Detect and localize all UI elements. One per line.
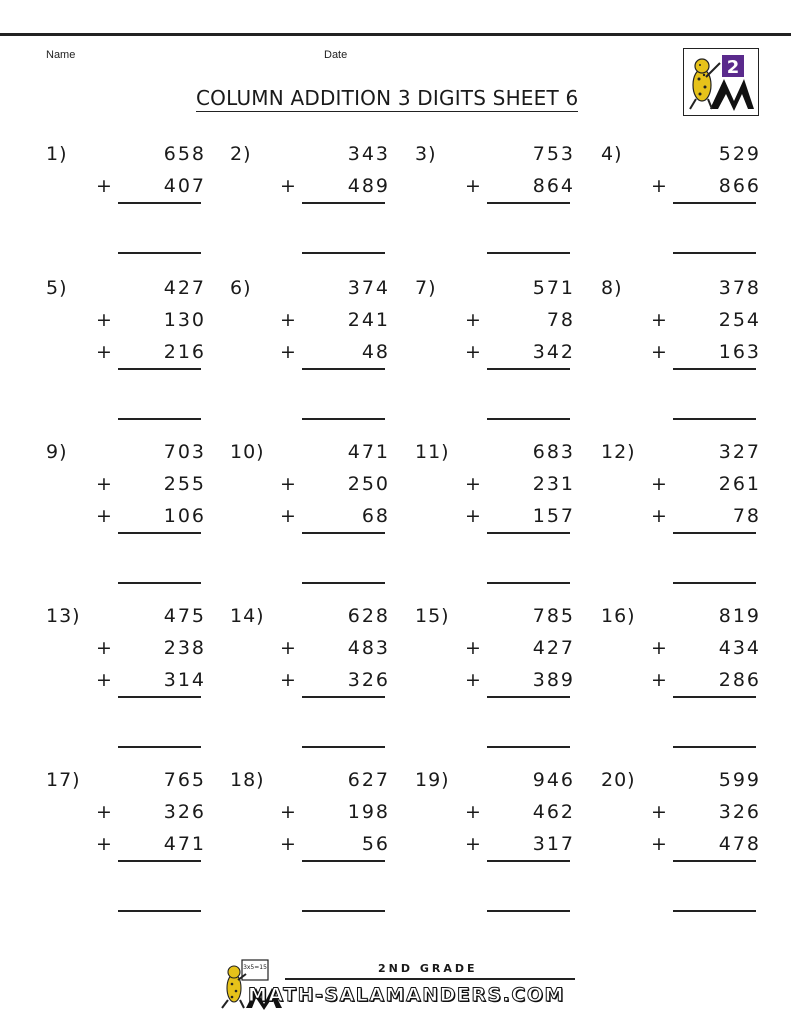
addend: 819 — [718, 605, 761, 627]
addend: 658 — [163, 143, 206, 165]
addend-row — [46, 505, 226, 531]
plus-sign: + — [280, 833, 298, 855]
addend-row — [230, 441, 410, 467]
problem-number: 5) — [46, 277, 68, 299]
sum-line — [118, 860, 201, 862]
sum-line — [302, 368, 385, 370]
addend: 250 — [347, 473, 390, 495]
addend-row — [46, 801, 226, 827]
addend: 326 — [718, 801, 761, 823]
addend-row — [601, 441, 781, 467]
addend: 314 — [163, 669, 206, 691]
addend-row — [415, 637, 595, 663]
problem — [46, 277, 226, 387]
sum-line — [673, 368, 756, 370]
answer-line[interactable] — [302, 418, 385, 420]
problem — [415, 769, 595, 879]
addend-row — [46, 605, 226, 631]
problem — [230, 441, 410, 551]
plus-sign: + — [465, 505, 483, 527]
addend-row — [601, 277, 781, 303]
addend-row — [601, 309, 781, 335]
addend: 389 — [532, 669, 575, 691]
addend: 254 — [718, 309, 761, 331]
plus-sign: + — [280, 505, 298, 527]
problem — [601, 769, 781, 879]
answer-line[interactable] — [118, 252, 201, 254]
plus-sign: + — [465, 669, 483, 691]
addend: 785 — [532, 605, 575, 627]
problem-number: 20) — [601, 769, 636, 791]
problem-number: 13) — [46, 605, 81, 627]
addend: 529 — [718, 143, 761, 165]
addend: 261 — [718, 473, 761, 495]
answer-line[interactable] — [302, 252, 385, 254]
addend: 765 — [163, 769, 206, 791]
plus-sign: + — [465, 637, 483, 659]
addend-row — [230, 833, 410, 859]
answer-line[interactable] — [673, 910, 756, 912]
plus-sign: + — [465, 175, 483, 197]
addend: 478 — [718, 833, 761, 855]
answer-line[interactable] — [118, 582, 201, 584]
addend-row — [601, 801, 781, 827]
plus-sign: + — [651, 833, 669, 855]
addend: 198 — [347, 801, 390, 823]
sum-line — [487, 532, 570, 534]
addend-row — [415, 473, 595, 499]
addend-row — [415, 143, 595, 169]
answer-line[interactable] — [673, 746, 756, 748]
addend: 407 — [163, 175, 206, 197]
addend-row — [230, 637, 410, 663]
sum-line — [673, 202, 756, 204]
problem — [230, 143, 410, 253]
footer-site-name: MATH-SALAMANDERS.COM — [248, 984, 565, 1006]
footer-grade: 2ND GRADE — [378, 962, 478, 975]
sum-line — [118, 696, 201, 698]
addend: 483 — [347, 637, 390, 659]
addend: 216 — [163, 341, 206, 363]
addend-row — [601, 605, 781, 631]
problem-number: 18) — [230, 769, 265, 791]
problem — [230, 277, 410, 387]
problem-number: 11) — [415, 441, 450, 463]
plus-sign: + — [651, 801, 669, 823]
addend: 327 — [718, 441, 761, 463]
addend: 48 — [361, 341, 390, 363]
problem-number: 12) — [601, 441, 636, 463]
addend-row — [601, 769, 781, 795]
answer-line[interactable] — [673, 418, 756, 420]
plus-sign: + — [96, 669, 114, 691]
addend-row — [601, 341, 781, 367]
addend: 326 — [163, 801, 206, 823]
answer-line[interactable] — [673, 252, 756, 254]
plus-sign: + — [465, 341, 483, 363]
addend-row — [601, 175, 781, 201]
plus-sign: + — [465, 833, 483, 855]
plus-sign: + — [96, 637, 114, 659]
addend-row — [46, 669, 226, 695]
sum-line — [302, 202, 385, 204]
answer-line[interactable] — [487, 582, 570, 584]
addend: 462 — [532, 801, 575, 823]
problem — [46, 441, 226, 551]
answer-line[interactable] — [302, 746, 385, 748]
addend-row — [230, 769, 410, 795]
addend: 163 — [718, 341, 761, 363]
addend-row — [415, 277, 595, 303]
addend: 866 — [718, 175, 761, 197]
problem — [46, 769, 226, 879]
sum-line — [487, 860, 570, 862]
addend-row — [46, 473, 226, 499]
sum-line — [487, 202, 570, 204]
problem-number: 14) — [230, 605, 265, 627]
addend-row — [415, 605, 595, 631]
addend: 68 — [361, 505, 390, 527]
addend-row — [46, 769, 226, 795]
addend: 427 — [532, 637, 575, 659]
plus-sign: + — [96, 801, 114, 823]
addend-row — [230, 505, 410, 531]
addend: 946 — [532, 769, 575, 791]
name-label: Name — [46, 49, 76, 61]
addend-row — [230, 309, 410, 335]
sum-line — [118, 202, 201, 204]
addend: 317 — [532, 833, 575, 855]
addend: 241 — [347, 309, 390, 331]
addend: 864 — [532, 175, 575, 197]
addend: 475 — [163, 605, 206, 627]
addend-row — [46, 441, 226, 467]
addend-row — [415, 669, 595, 695]
problem — [415, 143, 595, 253]
addend: 56 — [361, 833, 390, 855]
addend: 326 — [347, 669, 390, 691]
plus-sign: + — [280, 801, 298, 823]
addend: 683 — [532, 441, 575, 463]
addend: 342 — [532, 341, 575, 363]
addend: 255 — [163, 473, 206, 495]
answer-line[interactable] — [487, 252, 570, 254]
addend-row — [230, 801, 410, 827]
sum-line — [487, 696, 570, 698]
answer-line[interactable] — [487, 746, 570, 748]
addend: 427 — [163, 277, 206, 299]
addend-row — [230, 277, 410, 303]
sum-line — [673, 696, 756, 698]
addend-row — [230, 605, 410, 631]
plus-sign: + — [96, 341, 114, 363]
plus-sign: + — [651, 473, 669, 495]
addend: 471 — [347, 441, 390, 463]
answer-line[interactable] — [487, 418, 570, 420]
addend-row — [230, 143, 410, 169]
addend: 471 — [163, 833, 206, 855]
problem-number: 17) — [46, 769, 81, 791]
addend: 489 — [347, 175, 390, 197]
plus-sign: + — [651, 505, 669, 527]
sum-line — [302, 696, 385, 698]
problem-number: 1) — [46, 143, 68, 165]
sum-line — [302, 860, 385, 862]
plus-sign: + — [465, 309, 483, 331]
addend-row — [46, 143, 226, 169]
addend: 286 — [718, 669, 761, 691]
addend-row — [230, 669, 410, 695]
addend-row — [46, 341, 226, 367]
addend-row — [601, 505, 781, 531]
addend: 628 — [347, 605, 390, 627]
plus-sign: + — [651, 637, 669, 659]
addend-row — [415, 769, 595, 795]
problem — [46, 143, 226, 253]
addend: 130 — [163, 309, 206, 331]
addend: 703 — [163, 441, 206, 463]
problem-number: 4) — [601, 143, 623, 165]
date-label: Date — [324, 49, 348, 61]
problem — [46, 605, 226, 715]
footer-board-text: 3x5=15 — [243, 964, 267, 971]
salamander-icon — [684, 49, 757, 114]
addend: 157 — [532, 505, 575, 527]
problem-number: 15) — [415, 605, 450, 627]
sum-line — [673, 532, 756, 534]
problem — [230, 605, 410, 715]
addend-row — [415, 341, 595, 367]
plus-sign: + — [96, 473, 114, 495]
problem — [415, 277, 595, 387]
plus-sign: + — [280, 309, 298, 331]
plus-sign: + — [280, 473, 298, 495]
addend: 78 — [546, 309, 575, 331]
plus-sign: + — [651, 669, 669, 691]
top-rule — [0, 33, 791, 36]
addend-row — [415, 441, 595, 467]
addend-row — [601, 669, 781, 695]
answer-line[interactable] — [118, 910, 201, 912]
plus-sign: + — [651, 341, 669, 363]
addend: 627 — [347, 769, 390, 791]
plus-sign: + — [280, 341, 298, 363]
problem — [415, 441, 595, 551]
addend-row — [230, 341, 410, 367]
plus-sign: + — [280, 175, 298, 197]
plus-sign: + — [96, 505, 114, 527]
problem — [601, 277, 781, 387]
plus-sign: + — [465, 473, 483, 495]
grade-badge-number: 2 — [726, 57, 740, 78]
addend: 434 — [718, 637, 761, 659]
addend: 238 — [163, 637, 206, 659]
addend-row — [601, 833, 781, 859]
plus-sign: + — [96, 309, 114, 331]
plus-sign: + — [96, 175, 114, 197]
plus-sign: + — [465, 801, 483, 823]
addend: 571 — [532, 277, 575, 299]
addend-row — [46, 637, 226, 663]
plus-sign: + — [96, 833, 114, 855]
problem-number: 16) — [601, 605, 636, 627]
answer-line[interactable] — [302, 910, 385, 912]
answer-line[interactable] — [673, 582, 756, 584]
problem — [230, 769, 410, 879]
problem-number: 19) — [415, 769, 450, 791]
problem-number: 2) — [230, 143, 252, 165]
addend-row — [415, 833, 595, 859]
problem — [601, 143, 781, 253]
addend: 231 — [532, 473, 575, 495]
sum-line — [118, 532, 201, 534]
addend: 378 — [718, 277, 761, 299]
sum-line — [487, 368, 570, 370]
page-title: COLUMN ADDITION 3 DIGITS SHEET 6 — [196, 86, 579, 110]
problem-number: 7) — [415, 277, 437, 299]
answer-line[interactable] — [118, 418, 201, 420]
addend: 374 — [347, 277, 390, 299]
addend-row — [230, 175, 410, 201]
sum-line — [118, 368, 201, 370]
answer-line[interactable] — [487, 910, 570, 912]
addend-row — [601, 473, 781, 499]
addend-row — [415, 801, 595, 827]
plus-sign: + — [280, 637, 298, 659]
problem — [601, 605, 781, 715]
salamander-logo — [683, 48, 759, 116]
problem-number: 10) — [230, 441, 265, 463]
footer-rule — [285, 978, 575, 980]
sum-line — [673, 860, 756, 862]
plus-sign: + — [280, 669, 298, 691]
plus-sign: + — [651, 175, 669, 197]
sum-line — [302, 532, 385, 534]
problem-number: 6) — [230, 277, 252, 299]
addend-row — [46, 833, 226, 859]
problem — [415, 605, 595, 715]
addend-row — [46, 309, 226, 335]
addend-row — [230, 473, 410, 499]
answer-line[interactable] — [302, 582, 385, 584]
addend: 106 — [163, 505, 206, 527]
answer-line[interactable] — [118, 746, 201, 748]
addend-row — [46, 175, 226, 201]
addend: 599 — [718, 769, 761, 791]
addend-row — [601, 143, 781, 169]
problem-number: 3) — [415, 143, 437, 165]
addend: 343 — [347, 143, 390, 165]
problem — [601, 441, 781, 551]
problem-number: 8) — [601, 277, 623, 299]
addend: 78 — [732, 505, 761, 527]
addend-row — [415, 505, 595, 531]
addend-row — [415, 309, 595, 335]
addend-row — [601, 637, 781, 663]
addend-row — [46, 277, 226, 303]
plus-sign: + — [651, 309, 669, 331]
addend-row — [415, 175, 595, 201]
problem-number: 9) — [46, 441, 68, 463]
addend: 753 — [532, 143, 575, 165]
